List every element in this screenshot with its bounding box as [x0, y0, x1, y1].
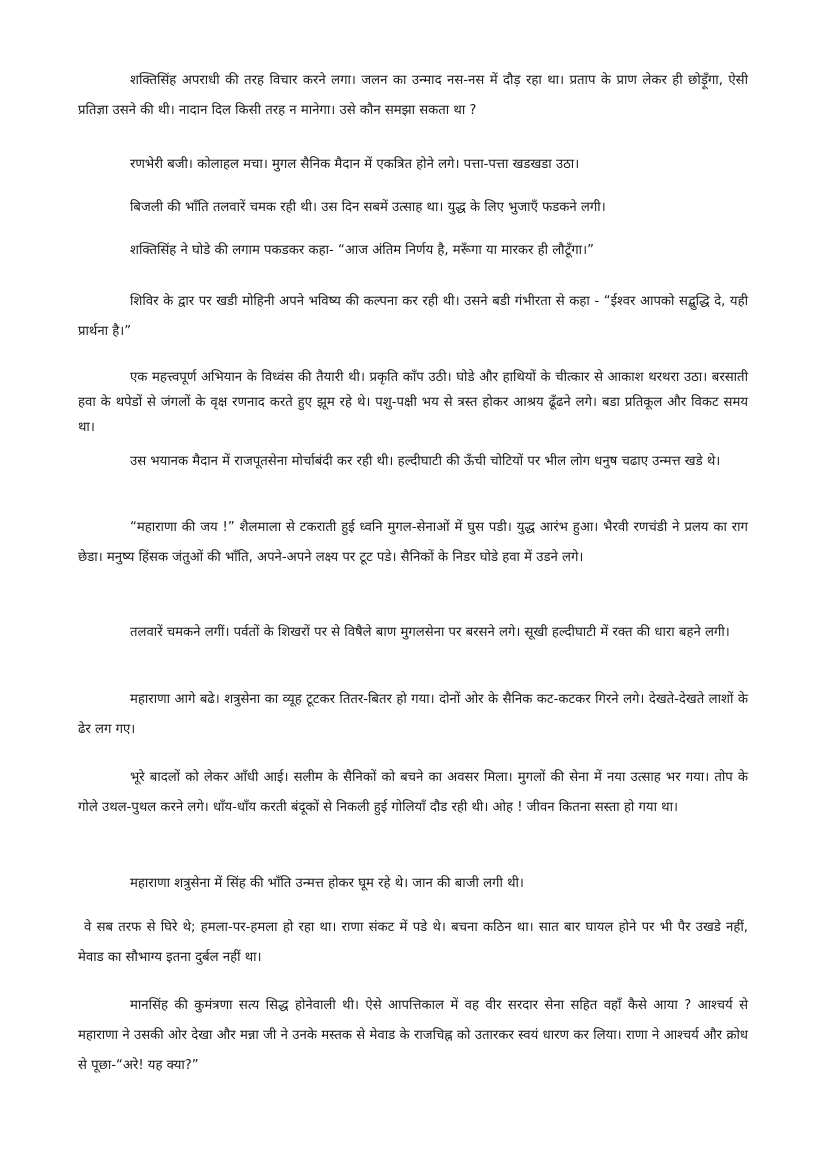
paragraph-1: शक्तिसिंह अपराधी की तरह विचार करने लगा। जलन का उन्माद नस-नस में दौड़ रहा था। प्रताप के प्राण लेकर ही छोड़ूँगा, ऐसी प्रतिज्ञा उसने की थी। नादान दिल किसी तरह न मानेगा। उसे कौन समझा सकता था ? [78, 73, 748, 118]
paragraph-4: शक्तिसिंह ने घोडे की लगाम पकडकर कहा- “आज अंतिम निर्णय है, मरूँगा या मारकर ही लौटूँगा।” [130, 243, 594, 258]
paragraph-11: भूरे बादलों को लेकर आँधी आई। सलीम के सैनिकों को बचने का अवसर मिला। मुगलों की सेना में नया उत्साह भर गया। तोप के गोले उथल-पुथल करने लगे। धाँय-धाँय करती बंदूकों से निकली हुई गोलियाँ दौड रही थी। ओह ! जीवन कितना सस्ता हो गया था। [78, 770, 748, 815]
paragraph-13: वे सब तरफ से घिरे थे; हमला-पर-हमला हो रहा था। राणा संकट में पडे थे। बचना कठिन था। सात बार घायल होने पर भी पैर उखडे नहीं, मेवाड का सौभाग्य इतना दुर्बल नहीं था। [78, 920, 748, 965]
paragraph-2: रणभेरी बजी। कोलाहल मचा। मुगल सैनिक मैदान में एकत्रित होने लगे। पत्ता-पत्ता खडखडा उठा। [130, 157, 580, 172]
paragraph-6: एक महत्त्वपूर्ण अभियान के विध्वंस की तैयारी थी। प्रकृति काँप उठी। घोडे और हाथियों के चीत्कार से आकाश थरथरा उठा। बरसाती हवा के थपेडों से जंगलों के वृक्ष रणनाद करते हुए झूम रहे थे। पशु-पक्षी भय से त्रस्त होकर आश्रय ढूँढने लगे। बडा प्रतिकूल और विकट समय था। [78, 370, 748, 435]
paragraph-14: मानसिंह की कुमंत्रणा सत्य सिद्ध होनेवाली थी। ऐसे आपत्तिकाल में वह वीर सरदार सेना सहित वहाँ कैसे आया ? आश्चर्य से महाराणा ने उसकी ओर देखा और मन्ना जी ने उनके मस्तक से मेवाड के राजचिह्न को उतारकर स्वयं धारण कर लिया। राणा ने आश्चर्य और क्रोध से पूछा-“अरे! यह क्या?” [78, 998, 748, 1073]
paragraph-12: महाराणा शत्रुसेना में सिंह की भाँति उन्मत्त होकर घूम रहे थे। जान की बाजी लगी थी। [130, 876, 524, 891]
paragraph-9: तलवारें चमकने लगीं। पर्वतों के शिखरों पर से विषैले बाण मुगलसेना पर बरसने लगे। सूखी हल्दीघाटी में रक्त की धारा बहने लगी। [130, 625, 730, 640]
paragraph-10: महाराणा आगे बढे। शत्रुसेना का व्यूह टूटकर तितर-बितर हो गया। दोनों ओर के सैनिक कट-कटकर गिरने लगे। देखते-देखते लाशों के ढेर लग गए। [78, 692, 748, 737]
paragraph-8: “महाराणा की जय !” शैलमाला से टकराती हुई ध्वनि मुगल-सेनाओं में घुस पडी। युद्ध आरंभ हुआ। भैरवी रणचंडी ने प्रलय का राग छेडा। मनुष्य हिंसक जंतुओं की भाँति, अपने-अपने लक्ष्य पर टूट पडे। सैनिकों के निडर घोडे हवा में उडने लगे। [78, 520, 748, 565]
paragraph-3: बिजली की भाँति तलवारें चमक रही थी। उस दिन सबमें उत्साह था। युद्ध के लिए भुजाएँ फडकने लगी। [130, 200, 606, 215]
paragraph-7: उस भयानक मैदान में राजपूतसेना मोर्चाबंदी कर रही थी। हल्दीघाटी की ऊँची चोटियों पर भील लोग धनुष चढाए उन्मत्त खडे थे। [130, 454, 721, 469]
paragraph-5: शिविर के द्वार पर खडी मोहिनी अपने भविष्य की कल्पना कर रही थी। उसने बडी गंभीरता से कहा - “ईश्वर आपको सद्बुद्धि दे, यही प्रार्थना है।” [78, 294, 748, 339]
